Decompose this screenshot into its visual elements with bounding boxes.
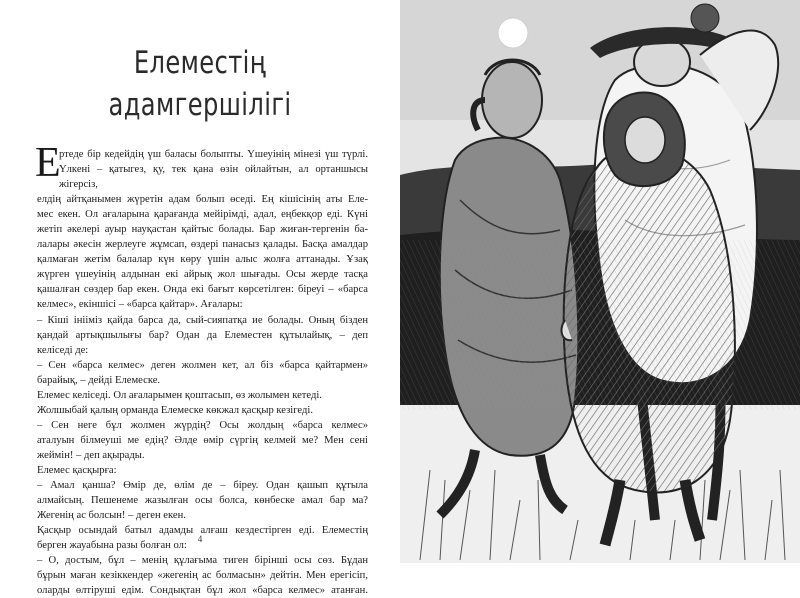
page-number: 4 <box>197 534 203 544</box>
text-line: жетіп әкелері ауыр науқастан қайтыс болады. Бар жиған-тергенін ба- <box>37 224 368 236</box>
text-line: жүрген үшеуінің алдынан екі айрық жол шығады. Осы жерде тасқа <box>37 269 368 281</box>
text-line: Қасқыр осындай батыл адамды алғаш кездестірген еді. Елеместің <box>37 525 368 537</box>
text-line: аталуын білмеуші ме едің? Әлде өмір сүргің келмей ме? Мен сені <box>37 434 368 446</box>
text-line: мес екен. Ол ағаларына қарағанда мейірімді, адал, еңбекқор еді. Күні <box>37 209 368 221</box>
text-line: лалары әкесін жерлеуге жұмсап, өздері панасыз қалады. Басқа амалдар <box>37 239 368 251</box>
text-line: оларды өлтіруші едім. Сондықтан бұл жол «барса келмес» атанған. <box>37 585 368 597</box>
text-line: – Амал қанша? Өмір де, өлім де – біреу. Одан қашып құтыла <box>37 480 368 492</box>
text-line: берген жауабына разы болған ол: <box>37 540 187 552</box>
text-line: Жегенің ас болсын! – деген екен. <box>37 510 186 522</box>
text-line: қалмаған жетім балалар күн көру үшін алыс жолға аттанады. Ұзақ <box>37 254 368 266</box>
text-line: – Сен неге бұл жолмен жүрдің? Осы жолдың «барса келмес» <box>37 419 368 431</box>
text-line: келіседі де: <box>37 344 89 356</box>
text-line: бұрын маған кезіккендер «жегенің ас болмасын» дейтін. Мен ерегісіп, <box>37 570 368 582</box>
right-figure-mask <box>691 4 719 32</box>
text-line: Үлкені – қатыгез, қу, тек қана өзін ойлайтын, ал ортаншысы жігерсіз, <box>59 164 368 191</box>
drop-cap: Е <box>35 140 61 186</box>
text-line: қандай артықшылығы бар? Одан да Елеместен құтылайық, – деп <box>37 329 368 341</box>
sun <box>498 18 528 48</box>
text-line: келмес», екіншісі – «барса қайтар». Ағалары: <box>37 299 243 311</box>
title-line-1: Елеместің <box>133 45 267 81</box>
title-line-2: адамгершілігі <box>108 87 292 123</box>
story-title <box>44 42 356 126</box>
text-line: Жолшыбай қалың орманда Елемеске көкжал қасқыр кезігеді. <box>37 404 313 416</box>
text-line: Елемес келіседі. Ол ағаларымен қоштасып, өз жолымен кетеді. <box>37 389 322 401</box>
text-line: – О, достым, бұл – менің құлағыма тиген бірінші осы сөз. Бұдан <box>37 555 368 567</box>
text-line: – Кіші інііміз қайда барса да, сый-сияпатқа ие болады. Оның бізден <box>37 314 368 326</box>
middle-figure-face <box>625 117 665 163</box>
text-page <box>0 0 400 597</box>
text-line: жеймін! – деп ақырады. <box>37 449 145 461</box>
left-figure-head <box>482 62 542 138</box>
illustration-page <box>400 0 800 563</box>
text-line: Елемес қасқырға: <box>37 464 117 476</box>
story-illustration <box>400 0 800 563</box>
text-line: ртеде бір кедейдің үш баласы болыпты. Үшеуінің мінезі үш түрлі. <box>59 149 368 160</box>
text-line: барайық, – дейді Елемеске. <box>37 374 161 386</box>
text-line: – Сен «барса келмес» деген жолмен кет, ал біз «барса қайтармен» <box>37 359 368 371</box>
hatch-overlay <box>400 240 800 410</box>
story-body <box>35 140 368 598</box>
text-line: алмайсың. Пешенеме жазылған осы болса, көнбеске амал бар ма? <box>37 495 368 507</box>
text-line: қашалған сөздер бар екен. Онда екі бағыт көрсетілген: біреуі – «барса <box>37 284 368 296</box>
text-line: елдің айтқанымен жүретін адам болып өседі. Ең кішісінің аты Еле- <box>37 194 368 206</box>
